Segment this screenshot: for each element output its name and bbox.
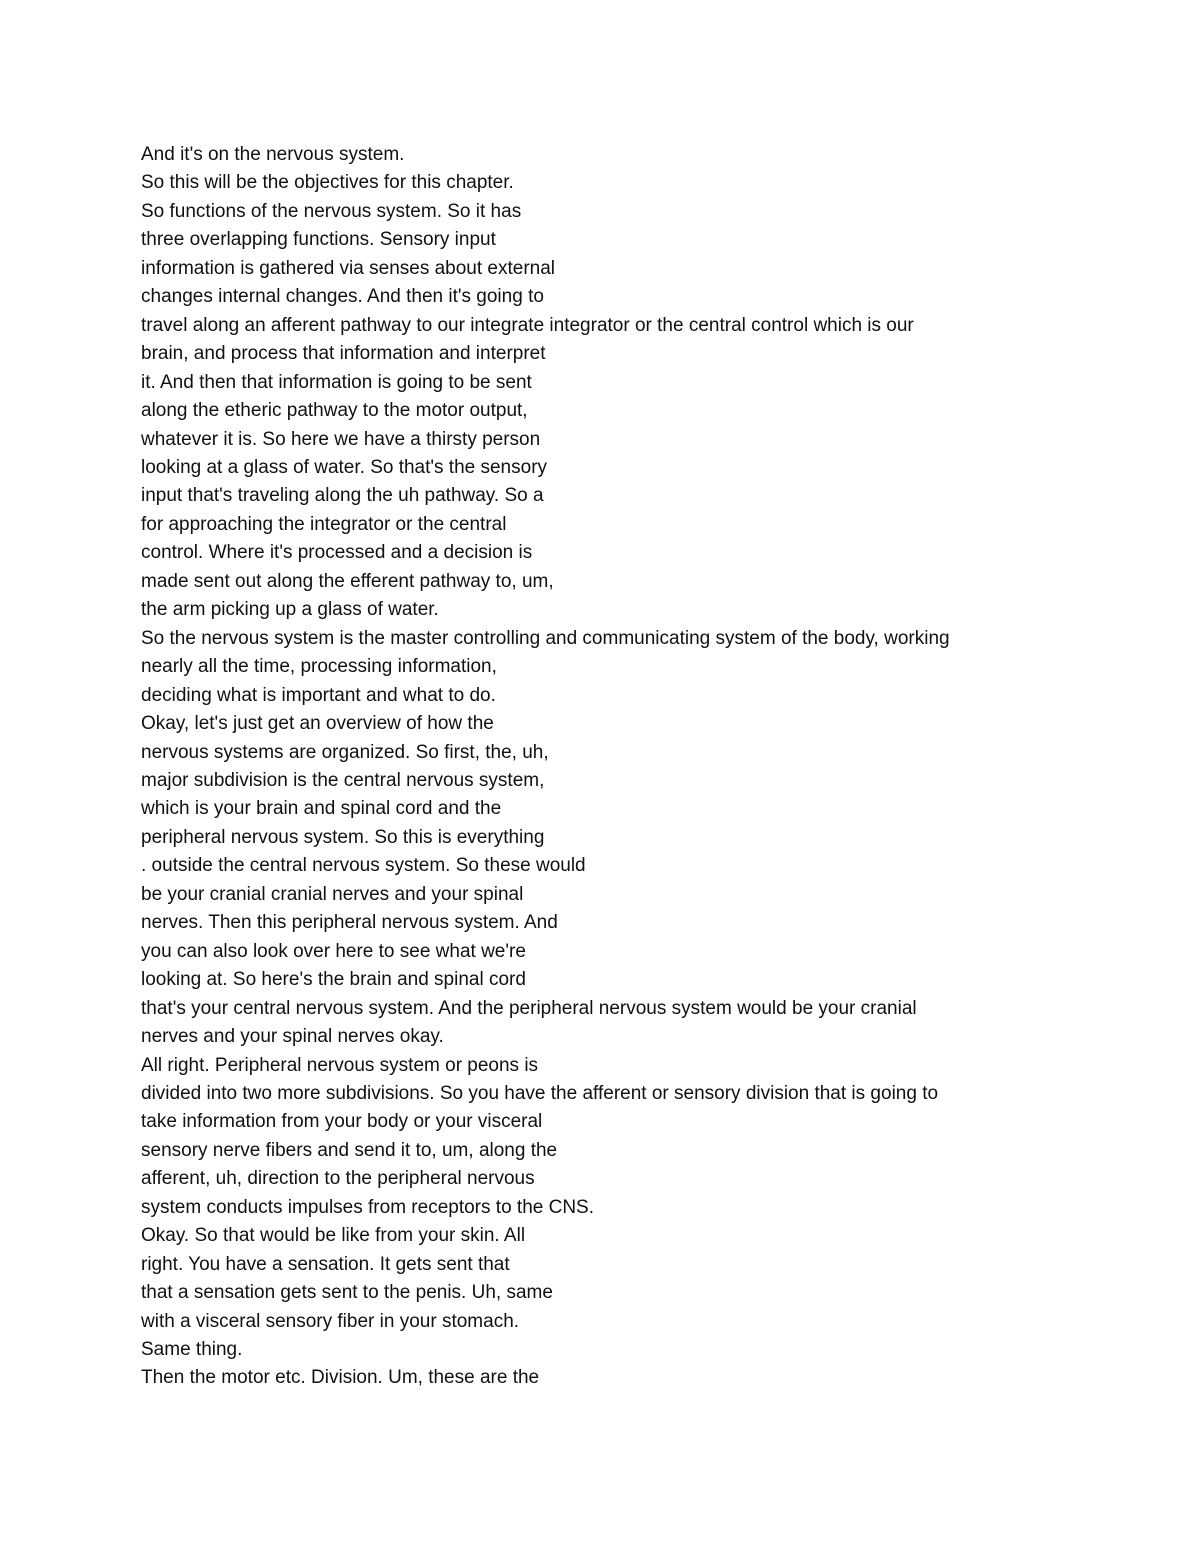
text-line: for approaching the integrator or the central [141,513,507,535]
text-line: So functions of the nervous system. So it has [141,200,522,222]
text-line: deciding what is important and what to do. [141,684,496,706]
text-line: afferent, uh, direction to the peripheral nervous [141,1168,535,1190]
text-line: that's your central nervous system. And the peripheral nervous system would be your cranial [141,997,917,1019]
text-line: So the nervous system is the master controlling and communicating system of the body, working [141,627,950,649]
text-line: along the etheric pathway to the motor output, [141,400,528,422]
text-line: it. And then that information is going to be sent [141,371,532,393]
text-line: made sent out along the efferent pathway to, um, [141,570,554,592]
text-line: Okay, let's just get an overview of how the [141,713,494,735]
text-line: three overlapping functions. Sensory input [141,229,496,251]
text-line: take information from your body or your visceral [141,1111,543,1133]
text-line: which is your brain and spinal cord and the [141,798,502,820]
text-line: brain, and process that information and interpret [141,343,546,365]
text-line: . outside the central nervous system. So these would [141,855,586,877]
text-line: with a visceral sensory fiber in your stomach. [141,1310,520,1332]
text-line: And it's on the nervous system. [141,144,405,165]
text-line: nearly all the time, processing information, [141,656,497,678]
transcript-text [141,141,1141,1393]
text-line: whatever it is. So here we have a thirsty person [141,428,541,450]
text-line: right. You have a sensation. It gets sent that [141,1253,510,1275]
text-line: major subdivision is the central nervous system, [141,769,545,791]
text-line: travel along an afferent pathway to our integrate integrator or the central control which is our [141,314,914,336]
text-line: control. Where it's processed and a decision is [141,542,533,564]
text-line: All right. Peripheral nervous system or peons is [141,1054,539,1076]
text-line: sensory nerve fibers and send it to, um, along the [141,1139,558,1161]
text-line: the arm picking up a glass of water. [141,599,439,621]
text-line: input that's traveling along the uh pathway. So a [141,485,544,507]
text-line: nerves. Then this peripheral nervous system. And [141,912,558,934]
text-line: looking at. So here's the brain and spinal cord [141,969,526,991]
text-line: nerves and your spinal nerves okay. [141,1026,444,1048]
text-line: that a sensation gets sent to the penis. Uh, same [141,1282,553,1304]
text-line: nervous systems are organized. So first, the, uh, [141,741,549,763]
text-line: information is gathered via senses about external [141,257,556,279]
text-line: Then the motor etc. Division. Um, these are the [141,1367,540,1389]
text-line: peripheral nervous system. So this is everything [141,826,545,848]
text-line: So this will be the objectives for this chapter. [141,172,514,194]
text-line: Okay. So that would be like from your skin. All [141,1225,526,1247]
text-line: you can also look over here to see what we're [141,940,526,962]
text-line: Same thing. [141,1339,243,1361]
text-line: looking at a glass of water. So that's the sensory [141,456,548,478]
text-line: system conducts impulses from receptors to the CNS. [141,1196,594,1218]
text-line: changes internal changes. And then it's going to [141,286,544,308]
text-line: divided into two more subdivisions. So you have the afferent or sensory division that is going to [141,1082,939,1104]
text-line: be your cranial cranial nerves and your spinal [141,883,524,905]
